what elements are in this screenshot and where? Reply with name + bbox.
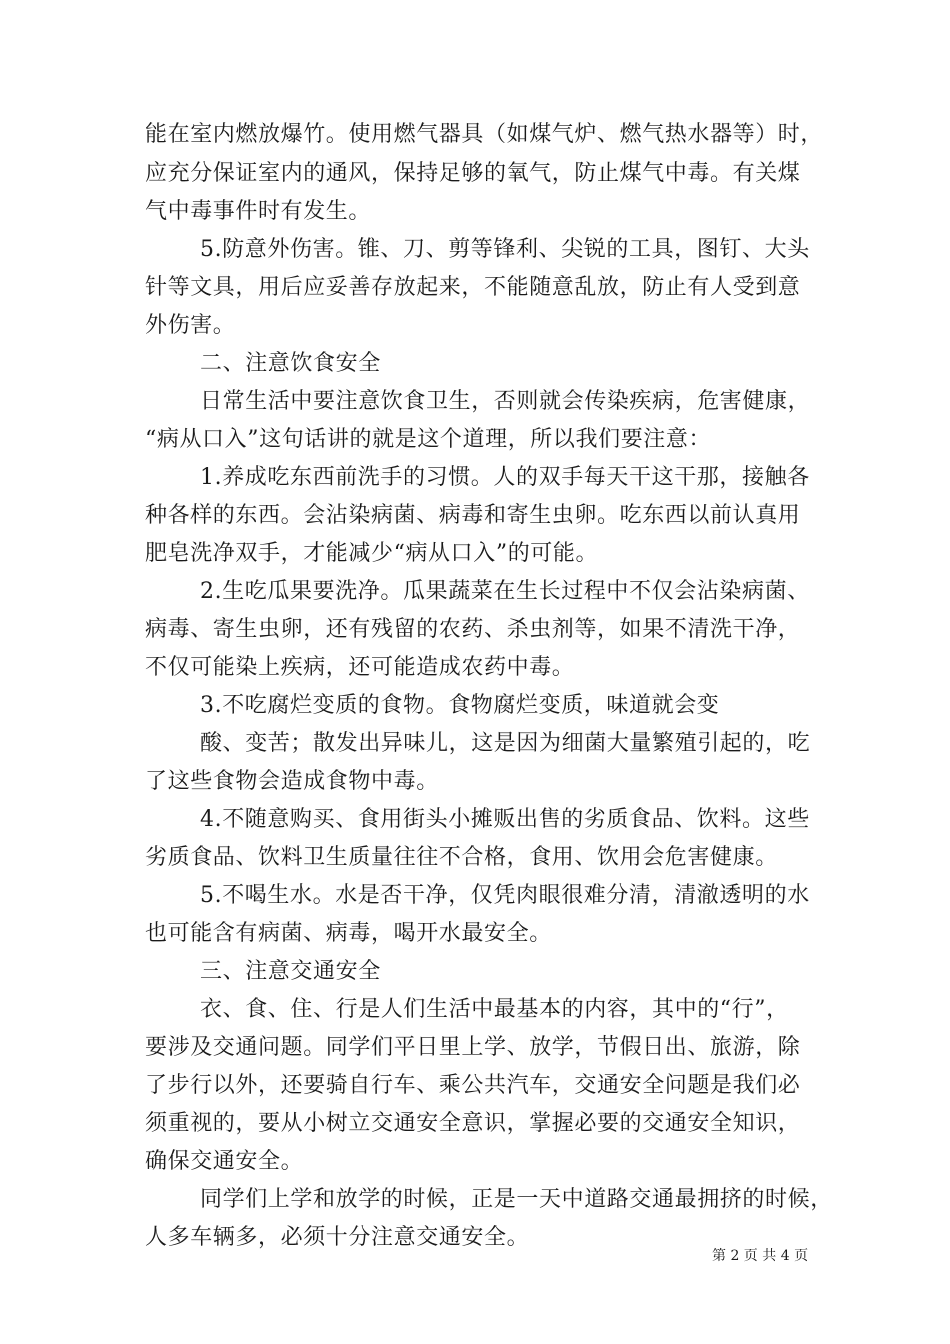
body-text-line: 2.生吃瓜果要洗净。瓜果蔬菜在生长过程中不仅会沾染病菌、: [200, 579, 810, 604]
body-text-line: 也可能含有病菌、病毒，喝开水最安全。: [145, 921, 552, 946]
body-text-line: 同学们上学和放学的时候，正是一天中道路交通最拥挤的时候，: [200, 1187, 833, 1212]
section-heading: 三、注意交通安全: [200, 959, 381, 984]
body-text-line: 肥皂洗净双手，才能减少“病从口入”的可能。: [145, 541, 599, 566]
body-text-line: 酸、变苦；散发出异味儿，这是因为细菌大量繁殖引起的，吃: [200, 731, 811, 756]
body-text-line: 气中毒事件时有发生。: [145, 199, 372, 224]
body-text-line: 了这些食物会造成食物中毒。: [145, 769, 439, 794]
body-text-line: 4.不随意购买、食用街头小摊贩出售的劣质食品、饮料。这些: [200, 807, 810, 832]
body-text-line: 人多车辆多，必须十分注意交通安全。: [145, 1225, 530, 1250]
body-text-line: 5.不喝生水。水是否干净，仅凭肉眼很难分清，清澈透明的水: [200, 883, 810, 908]
body-text-line: 病毒、寄生虫卵，还有残留的农药、杀虫剂等，如果不清洗干净，: [145, 617, 801, 642]
page-number-footer: 第 2 页 共 4 页: [712, 1248, 809, 1264]
body-text-line: 应充分保证室内的通风，保持足够的氧气，防止煤气中毒。有关煤: [145, 161, 801, 186]
body-text-line: 须重视的，要从小树立交通安全意识，掌握必要的交通安全知识，: [145, 1111, 801, 1136]
body-text-line: 针等文具，用后应妥善存放起来，不能随意乱放，防止有人受到意: [145, 275, 801, 300]
body-text-line: 能在室内燃放爆竹。使用燃气器具（如煤气炉、燃气热水器等）时，: [145, 122, 824, 147]
body-text-line: 5.防意外伤害。锥、刀、剪等锋利、尖锐的工具，图钉、大头: [200, 237, 810, 262]
body-text-line: 3.不吃腐烂变质的食物。食物腐烂变质，味道就会变: [200, 693, 720, 718]
body-text-line: 衣、食、住、行是人们生活中最基本的内容，其中的“行”，: [200, 997, 789, 1022]
body-text-line: 确保交通安全。: [145, 1149, 304, 1174]
body-text-line: “病从口入”这句话讲的就是这个道理，所以我们要注意：: [145, 427, 712, 452]
body-text-line: 了步行以外，还要骑自行车、乘公共汽车，交通安全问题是我们必: [145, 1073, 801, 1098]
body-text-line: 日常生活中要注意饮食卫生，否则就会传染疾病，危害健康，: [200, 389, 811, 414]
body-text-line: 1.养成吃东西前洗手的习惯。人的双手每天干这干那，接触各: [200, 465, 810, 490]
body-text-line: 劣质食品、饮料卫生质量往往不合格，食用、饮用会危害健康。: [145, 845, 778, 870]
body-text-line: 外伤害。: [145, 313, 236, 338]
body-text-line: 种各样的东西。会沾染病菌、病毒和寄生虫卵。吃东西以前认真用: [145, 503, 801, 528]
body-text-line: 不仅可能染上疾病，还可能造成农药中毒。: [145, 655, 575, 680]
body-text-line: 要涉及交通问题。同学们平日里上学、放学，节假日出、旅游，除: [145, 1035, 801, 1060]
section-heading: 二、注意饮食安全: [200, 351, 381, 376]
